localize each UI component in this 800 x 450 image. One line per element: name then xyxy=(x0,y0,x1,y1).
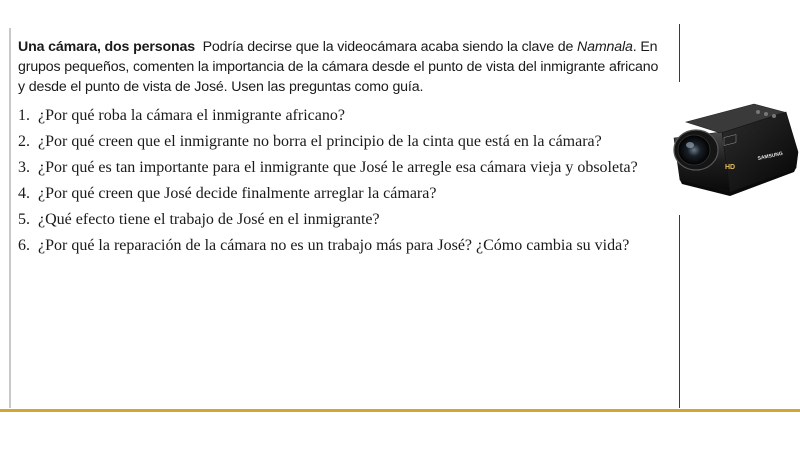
left-margin-rule xyxy=(9,28,11,408)
question-number: 4. xyxy=(18,185,30,202)
film-title: Namnala xyxy=(577,39,633,55)
question-text: ¿Por qué creen que José decide finalmente arreglar la cámara? xyxy=(38,185,437,202)
question-item xyxy=(18,131,666,152)
activity-intro xyxy=(18,37,666,97)
question-text: ¿Por qué creen que el inmigrante no borra el principio de la cinta que está en la cámara? xyxy=(38,133,602,150)
question-item xyxy=(18,183,666,204)
question-text: ¿Por qué es tan importante para el inmigrante que José le arregle esa cámara vieja y obsoleta? xyxy=(38,159,638,176)
question-number: 2. xyxy=(18,133,30,150)
intro-text-before: Podría decirse que la videocámara acaba siendo la clave de xyxy=(202,39,574,55)
question-number: 5. xyxy=(18,211,30,228)
question-text: ¿Qué efecto tiene el trabajo de José en el inmigrante? xyxy=(38,211,380,228)
question-item xyxy=(18,157,666,178)
question-text: ¿Por qué roba la cámara el inmigrante africano? xyxy=(38,107,345,124)
intro-text-after: . En grupos pequeños, comenten la importancia de la cámara desde el punto de vista del inmigrante africano y desde el punto de vista de José. Usen las preguntas como guía. xyxy=(18,39,659,95)
question-item xyxy=(18,235,666,256)
activity-heading: Una cámara, dos personas xyxy=(18,39,195,55)
question-number: 3. xyxy=(18,159,30,176)
question-list xyxy=(18,105,666,256)
question-number: 6. xyxy=(18,237,30,254)
activity-content xyxy=(18,37,666,261)
camcorder-icon xyxy=(666,94,800,206)
hd-badge: HD xyxy=(725,164,736,171)
camera-brand: SAMSUNG xyxy=(757,150,784,162)
right-rule-top xyxy=(679,24,680,82)
bottom-accent-rule xyxy=(0,409,800,412)
question-number: 1. xyxy=(18,107,30,124)
question-text: ¿Por qué la reparación de la cámara no es un trabajo más para José? ¿Cómo cambia su vida? xyxy=(38,237,630,254)
question-item xyxy=(18,105,666,126)
question-item xyxy=(18,209,666,230)
right-rule-bottom xyxy=(679,215,680,408)
